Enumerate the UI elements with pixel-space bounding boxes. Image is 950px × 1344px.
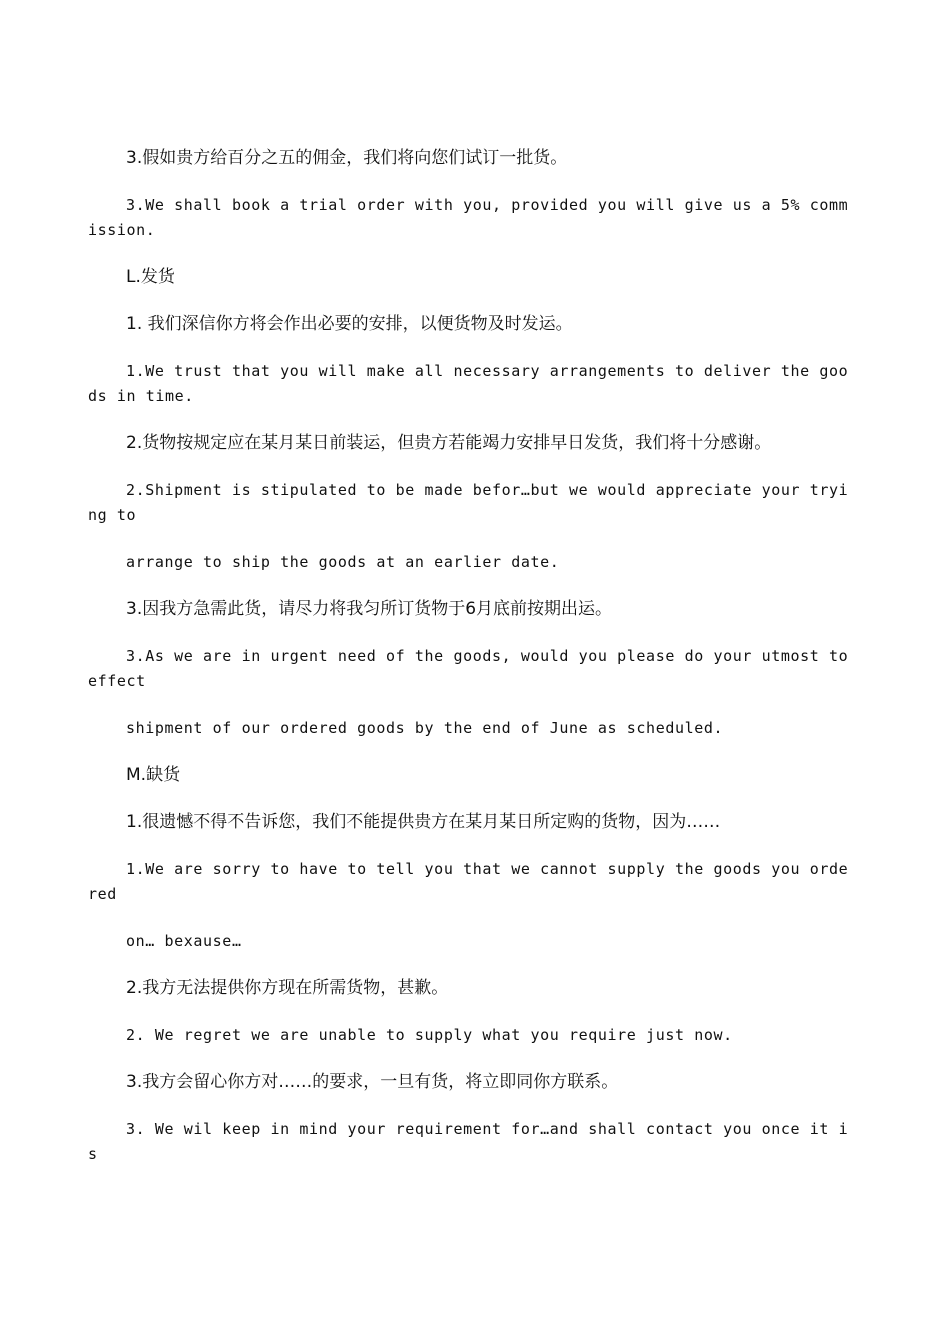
- paragraph: 2.Shipment is stipulated to be made befor…but we would appreciate your trying to: [88, 481, 849, 524]
- paragraph: 1. 我们深信你方将会作出必要的安排，以便货物及时发运。: [126, 314, 573, 334]
- paragraph: shipment of our ordered goods by the end of June as scheduled.: [126, 719, 724, 737]
- paragraph: on… bexause…: [126, 932, 242, 950]
- paragraph: 1.We are sorry to have to tell you that we cannot supply the goods you ordered: [88, 860, 849, 903]
- paragraph: 3.As we are in urgent need of the goods, would you please do your utmost to effect: [88, 647, 858, 690]
- paragraph: 2.货物按规定应在某月某日前装运，但贵方若能竭力安排早日发货，我们将十分感谢。: [126, 433, 772, 453]
- paragraph: 3.我方会留心你方对……的要求，一旦有货，将立即同你方联系。: [126, 1072, 619, 1092]
- document-page: [88, 146, 858, 1167]
- paragraph: 2. We regret we are unable to supply what you require just now.: [126, 1026, 733, 1044]
- paragraph: 3.假如贵方给百分之五的佣金，我们将向您们试订一批货。: [126, 148, 568, 168]
- paragraph: 3. We wil keep in mind your requirement for…and shall contact you once it is: [88, 1120, 849, 1163]
- paragraph: 3.We shall book a trial order with you, provided you will give us a 5% commission.: [88, 196, 849, 239]
- section-heading: M.缺货: [126, 765, 181, 785]
- paragraph: 3.因我方急需此货，请尽力将我匀所订货物于6月底前按期出运。: [126, 599, 613, 619]
- paragraph: 2.我方无法提供你方现在所需货物，甚歉。: [126, 978, 449, 998]
- section-heading: L.发货: [126, 267, 175, 287]
- paragraph: 1.很遗憾不得不告诉您，我们不能提供贵方在某月某日所定购的货物，因为……: [126, 812, 721, 832]
- paragraph: arrange to ship the goods at an earlier date.: [126, 553, 560, 571]
- paragraph: 1.We trust that you will make all necessary arrangements to deliver the goods in time.: [88, 362, 849, 405]
